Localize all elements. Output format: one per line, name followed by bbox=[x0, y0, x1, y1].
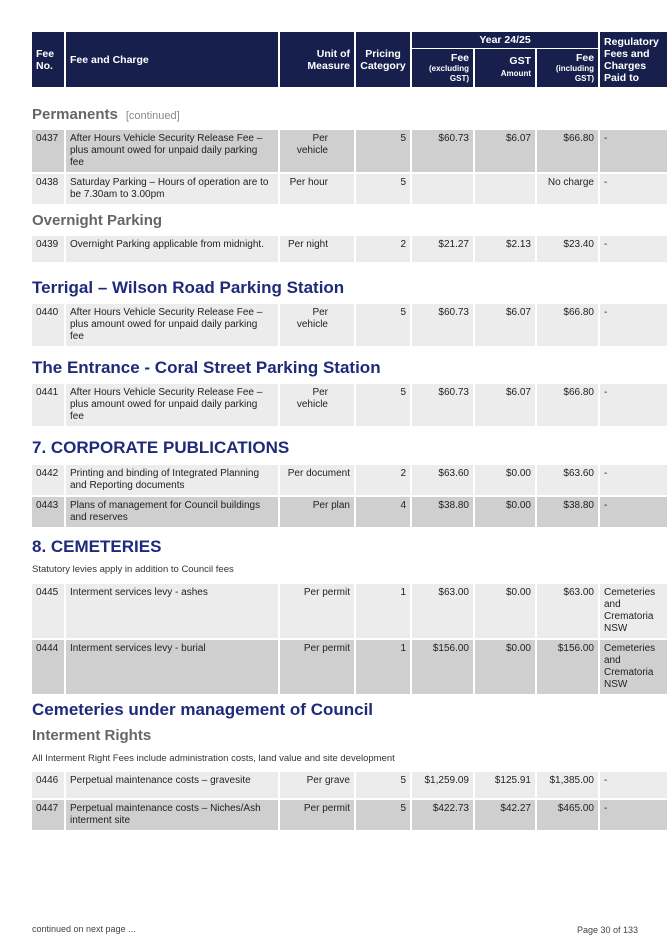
fee-unit: Per permit bbox=[280, 640, 356, 696]
section-cemeteries-council: Cemeteries under management of Council bbox=[32, 700, 374, 719]
col-fee-incl-label: Fee bbox=[575, 52, 595, 64]
col-gst-sub: Amount bbox=[500, 69, 531, 78]
fee-excl-gst: $156.00 bbox=[412, 640, 475, 696]
table-permanents bbox=[32, 130, 669, 206]
fee-table-header bbox=[32, 32, 669, 87]
fee-unit: Per plan bbox=[280, 497, 356, 529]
fee-unit: Per document bbox=[280, 465, 356, 497]
fee-gst bbox=[475, 174, 537, 206]
fee-unit: Per permit bbox=[280, 584, 356, 640]
fee-category: 2 bbox=[356, 465, 412, 497]
col-gst bbox=[475, 49, 537, 87]
fee-no: 0442 bbox=[32, 465, 66, 497]
fee-category: 4 bbox=[356, 497, 412, 529]
fee-gst: $2.13 bbox=[475, 236, 537, 264]
table-row bbox=[32, 497, 669, 529]
fee-regulatory: - bbox=[600, 800, 669, 832]
section-the-entrance: The Entrance - Coral Street Parking Station bbox=[32, 358, 381, 377]
fee-gst: $6.07 bbox=[475, 130, 537, 174]
fee-unit: Per grave bbox=[280, 772, 356, 800]
col-unit-of-measure: Unit of Measure bbox=[280, 32, 356, 87]
col-regulatory: Regulatory Fees and Charges Paid to bbox=[600, 32, 669, 87]
fee-excl-gst: $60.73 bbox=[412, 130, 475, 174]
section-permanents bbox=[32, 106, 180, 123]
interment-note: All Interment Right Fees include administration costs, land value and site development bbox=[32, 753, 395, 764]
fee-excl-gst: $63.00 bbox=[412, 584, 475, 640]
table-row bbox=[32, 174, 669, 206]
table-row bbox=[32, 772, 669, 800]
section-overnight: Overnight Parking bbox=[32, 212, 163, 229]
fee-regulatory: - bbox=[600, 384, 669, 428]
fee-category: 5 bbox=[356, 384, 412, 428]
table-row bbox=[32, 304, 669, 348]
fee-regulatory: - bbox=[600, 772, 669, 800]
col-fee-no: Fee No. bbox=[32, 32, 66, 87]
fee-incl-gst: $156.00 bbox=[537, 640, 600, 696]
fee-name: Overnight Parking applicable from midnight. bbox=[66, 236, 280, 264]
col-fee-incl bbox=[537, 49, 600, 87]
fee-category: 1 bbox=[356, 640, 412, 696]
fee-regulatory: - bbox=[600, 465, 669, 497]
fee-regulatory: - bbox=[600, 174, 669, 206]
fee-no: 0441 bbox=[32, 384, 66, 428]
fee-no: 0443 bbox=[32, 497, 66, 529]
section-corporate-publications: 7. CORPORATE PUBLICATIONS bbox=[32, 438, 290, 457]
col-year: Year 24/25 bbox=[412, 32, 600, 49]
table-terrigal bbox=[32, 304, 669, 348]
fee-gst: $0.00 bbox=[475, 497, 537, 529]
fee-regulatory: Cemeteries and Crematoria NSW bbox=[600, 640, 669, 696]
fee-gst: $0.00 bbox=[475, 640, 537, 696]
fee-no: 0447 bbox=[32, 800, 66, 832]
section-interment-rights: Interment Rights bbox=[32, 727, 152, 744]
fee-no: 0440 bbox=[32, 304, 66, 348]
fee-name: Interment services levy - ashes bbox=[66, 584, 280, 640]
fee-unit: Per vehicle bbox=[280, 130, 356, 174]
fee-category: 1 bbox=[356, 584, 412, 640]
col-fee-excl-label: Fee bbox=[450, 52, 469, 64]
fee-unit: Per permit bbox=[280, 800, 356, 832]
fee-name: Printing and binding of Integrated Planning and Reporting documents bbox=[66, 465, 280, 497]
table-row bbox=[32, 584, 669, 640]
table-corporate-publications bbox=[32, 465, 669, 529]
fee-excl-gst: $21.27 bbox=[412, 236, 475, 264]
fee-excl-gst bbox=[412, 174, 475, 206]
fee-incl-gst: $23.40 bbox=[537, 236, 600, 264]
col-fee-excl-sub: (excluding GST) bbox=[428, 64, 469, 83]
footer-page-number: Page 30 of 133 bbox=[576, 925, 638, 935]
cemeteries-note: Statutory levies apply in addition to Council fees bbox=[32, 564, 234, 575]
fee-no: 0438 bbox=[32, 174, 66, 206]
fee-unit: Per hour bbox=[280, 174, 356, 206]
fee-regulatory: - bbox=[600, 304, 669, 348]
table-row bbox=[32, 130, 669, 174]
fee-incl-gst: $465.00 bbox=[537, 800, 600, 832]
fee-incl-gst: $38.80 bbox=[537, 497, 600, 529]
fee-category: 5 bbox=[356, 130, 412, 174]
section-terrigal: Terrigal – Wilson Road Parking Station bbox=[32, 278, 345, 297]
fee-unit: Per night bbox=[280, 236, 356, 264]
table-the-entrance bbox=[32, 384, 669, 428]
fee-unit: Per vehicle bbox=[280, 304, 356, 348]
col-fee-and-charge: Fee and Charge bbox=[66, 32, 280, 87]
fee-regulatory: - bbox=[600, 130, 669, 174]
fee-name: Saturday Parking – Hours of operation are to be 7.30am to 3.00pm bbox=[66, 174, 280, 206]
fee-incl-gst: $66.80 bbox=[537, 304, 600, 348]
col-gst-label: GST bbox=[509, 55, 531, 67]
fee-incl-gst: $66.80 bbox=[537, 130, 600, 174]
table-overnight bbox=[32, 236, 669, 264]
fee-category: 2 bbox=[356, 236, 412, 264]
col-fee-excl bbox=[412, 49, 475, 87]
table-row bbox=[32, 384, 669, 428]
fee-gst: $125.91 bbox=[475, 772, 537, 800]
fee-gst: $0.00 bbox=[475, 465, 537, 497]
fee-name: After Hours Vehicle Security Release Fee – plus amount owed for unpaid daily parking fee bbox=[66, 130, 280, 174]
fee-incl-gst: $63.00 bbox=[537, 584, 600, 640]
fee-name: After Hours Vehicle Security Release Fee – plus amount owed for unpaid daily parking fee bbox=[66, 304, 280, 348]
col-pricing-category: Pricing Category bbox=[356, 32, 412, 87]
table-cemeteries bbox=[32, 584, 669, 696]
fee-regulatory: - bbox=[600, 497, 669, 529]
fee-no: 0437 bbox=[32, 130, 66, 174]
table-row bbox=[32, 465, 669, 497]
fee-incl-gst: No charge bbox=[537, 174, 600, 206]
table-row bbox=[32, 800, 669, 832]
section-permanents-title: Permanents bbox=[32, 106, 118, 123]
footer-continued: continued on next page ... bbox=[32, 924, 136, 934]
fee-no: 0444 bbox=[32, 640, 66, 696]
fee-name: Interment services levy - burial bbox=[66, 640, 280, 696]
fee-no: 0446 bbox=[32, 772, 66, 800]
fee-category: 5 bbox=[356, 304, 412, 348]
fee-no: 0439 bbox=[32, 236, 66, 264]
fee-name: Perpetual maintenance costs – gravesite bbox=[66, 772, 280, 800]
fee-gst: $0.00 bbox=[475, 584, 537, 640]
fee-excl-gst: $38.80 bbox=[412, 497, 475, 529]
fee-name: Plans of management for Council buildings and reserves bbox=[66, 497, 280, 529]
fee-gst: $6.07 bbox=[475, 304, 537, 348]
table-interment-rights bbox=[32, 772, 669, 832]
section-continued-label: [continued] bbox=[125, 110, 180, 122]
fee-excl-gst: $63.60 bbox=[412, 465, 475, 497]
fee-category: 5 bbox=[356, 174, 412, 206]
fee-regulatory: Cemeteries and Crematoria NSW bbox=[600, 584, 669, 640]
fee-gst: $42.27 bbox=[475, 800, 537, 832]
fee-name: After Hours Vehicle Security Release Fee – plus amount owed for unpaid daily parking fee bbox=[66, 384, 280, 428]
fee-name: Perpetual maintenance costs – Niches/Ash interment site bbox=[66, 800, 280, 832]
fee-gst: $6.07 bbox=[475, 384, 537, 428]
fee-category: 5 bbox=[356, 772, 412, 800]
fee-incl-gst: $1,385.00 bbox=[537, 772, 600, 800]
table-row bbox=[32, 640, 669, 696]
fee-incl-gst: $63.60 bbox=[537, 465, 600, 497]
col-fee-incl-sub: (including GST) bbox=[555, 64, 595, 83]
section-cemeteries: 8. CEMETERIES bbox=[32, 537, 162, 556]
fee-excl-gst: $60.73 bbox=[412, 304, 475, 348]
fee-excl-gst: $1,259.09 bbox=[412, 772, 475, 800]
table-row bbox=[32, 236, 669, 264]
fee-excl-gst: $422.73 bbox=[412, 800, 475, 832]
fee-category: 5 bbox=[356, 800, 412, 832]
fee-excl-gst: $60.73 bbox=[412, 384, 475, 428]
fee-unit: Per vehicle bbox=[280, 384, 356, 428]
fee-no: 0445 bbox=[32, 584, 66, 640]
fee-regulatory: - bbox=[600, 236, 669, 264]
fee-incl-gst: $66.80 bbox=[537, 384, 600, 428]
